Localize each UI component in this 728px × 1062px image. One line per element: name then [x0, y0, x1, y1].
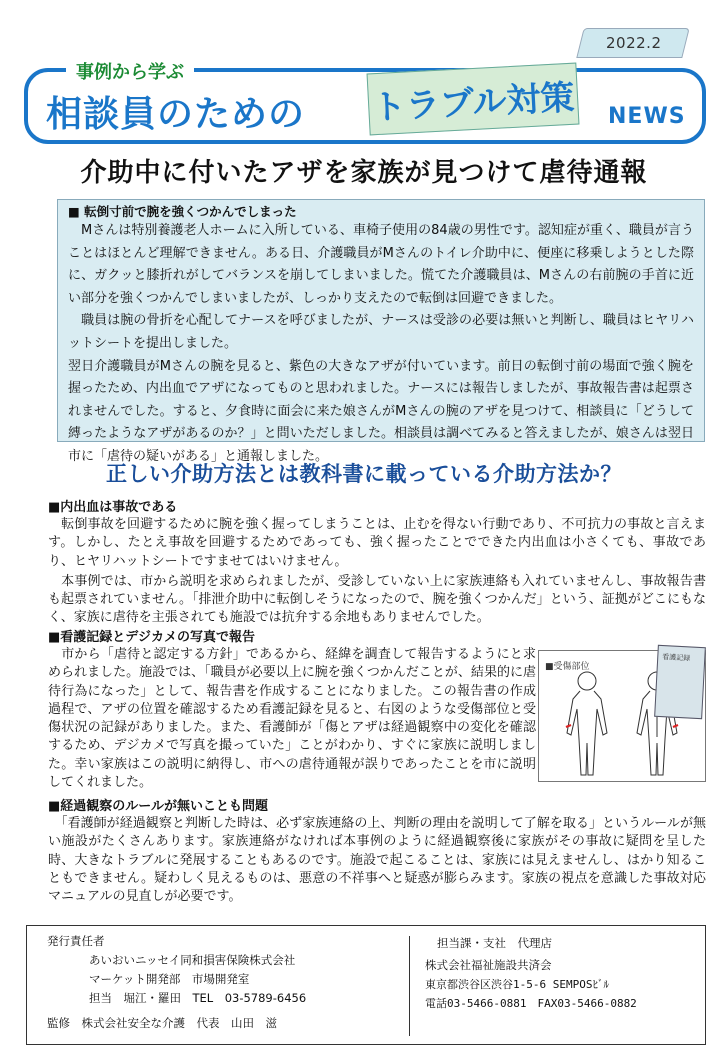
injury-mark-back	[673, 725, 678, 727]
news-label: NEWS	[608, 104, 686, 129]
injury-mark-front	[566, 725, 571, 727]
publisher-department: マーケット開発部 市場開発室	[89, 972, 250, 986]
agent-label: 担当課・支社 代理店	[437, 936, 552, 950]
trouble-badge	[367, 63, 580, 136]
section-3	[48, 798, 706, 906]
case-box	[57, 199, 705, 464]
section-1-paragraph-1: 転倒事故を回避するために腕を強く握ってしまうことは、止むを得ない行動であり、不可抗力の事故と言えます。しかし、たとえ事故を回避するためであっても、強く握ったことでできた内出血は小さくても、事故であり、ヒヤリハットシートですませてはいけません。	[48, 517, 706, 569]
supervisor: 監修 株式会社安全な介護 代表 山田 滋	[47, 1016, 277, 1030]
section-3-paragraph-1: 「看護師が経過観察と判断した時は、必ず家族連絡の上、判断の理由を説明して了解を取る」というルールが無い施設がたくさんあります。家族連絡がなければ本事例のように経過観察後に家族がその事故に疑問を呈した時、大きなトラブルに発展することもあるのです。施設で起こることは、家族には見えませんし、はかり知ることもできません。疑わしく見えるものは、悪意の不祥事へと疑惑が膨らみます。家族の視点を意識した事故対応マニュアルの見直しが必要です。	[48, 816, 706, 905]
case-paragraph-2: 職員は腕の骨折を心配してナースを呼びましたが、ナースは受診の必要は無いと判断し、職員はヒヤリハットシートを提出しました。	[68, 313, 694, 351]
case-title: ■ 転倒寸前で腕を強くつかんでしまった	[68, 204, 297, 219]
section-2	[48, 629, 536, 792]
agent-address: 東京都渋谷区渋谷1-5-6 SEMPOSﾋﾞﾙ	[425, 978, 609, 991]
footer-divider	[409, 936, 410, 1036]
issue-date: 2022.2	[606, 34, 662, 52]
headline: 介助中に付いたアザを家族が見つけて虐待通報	[80, 158, 648, 188]
case-paragraph-1: Mさんは特別養護老人ホームに入所している、車椅子使用の84歳の男性です。認知症が重く、職員が言うことはほとんど理解できません。ある日、介護職員がMさんのトイレ介助中に、便座に移乗しようとした際に、ガクッと膝折れがしてバランスを崩してしまいました。慌てた介護職員は、Mさんの右前腕の手首に近い部分を強くつかんでしまいましたが、しっかり支えたので転倒は回避できました。	[68, 223, 694, 306]
section-3-title: ■経過観察のルールが無いことも問題	[48, 799, 269, 814]
section-1-title: ■内出血は事故である	[48, 500, 178, 515]
publisher-label: 発行責任者	[47, 934, 105, 948]
trouble-badge-text: トラブル対策	[370, 77, 576, 128]
publisher-contact: 担当 堀江・羅田 TEL 03-5789-6456	[89, 991, 307, 1005]
nursing-record-card-label: 看護記録	[662, 653, 691, 663]
case-paragraph-3: 翌日介護職員がMさんの腕を見ると、紫色の大きなアザが付いています。前日の転倒寸前の場面で強く腕を握ったため、内出血でアザになってものと思われました。ナースには報告しましたが、事故報告書は起票されませんでした。すると、夕食時に面会に来た娘さんがMさんの腕のアザを見つけて、相談員に「どうして縛ったようなアザがあるのか？」と問いただしました。相談員は調べてみると答えましたが、娘さんは翌日市に「虐待の疑いがある」と通報しました。	[68, 358, 694, 464]
agent-phone: 電話03-5466-0881 FAX03-5466-0882	[425, 997, 637, 1010]
injury-diagram-label: ■受傷部位	[545, 662, 590, 672]
section-heading: 正しい介助方法とは教科書に載っている介助方法か？	[106, 462, 622, 486]
footer	[26, 925, 706, 1045]
header-subtitle: 事例から学ぶ	[66, 58, 194, 84]
section-1	[48, 499, 706, 628]
agent-company: 株式会社福祉施設共済会	[425, 958, 552, 972]
publisher-company: あいおいニッセイ同和損害保険株式会社	[89, 953, 296, 967]
header-title: 相談員のための	[46, 94, 306, 135]
section-2-paragraph-1: 市から「虐待と認定する方針」であるから、経緯を調査して報告するようにと求められました。施設では、「職員が必要以上に腕を強くつかんだことが、結果的に虐待行為になった」として、報告書を作成することになりました。この報告書の作成過程で、アザの位置を確認するため看護記録を見ると、右図のような受傷部位と受傷状況の記録がありました。また、看護師が「傷とアザは経過観察中の変化を確認するため、デジカメで写真を撮っていた」ことがわかり、すぐに家族に説明しました。幸い家族はこの説明に納得し、市への虐待通報が誤りであったことを市に説明してくれました。	[48, 647, 536, 791]
section-1-paragraph-2: 本事例では、市から説明を求められましたが、受診していない上に家族連絡も入れていませんし、事故報告書も起票されていません。「排泄介助中に転倒しそうになったので、腕を強くつかんだ」という、証拠がどこにもなく、家族に虐待を主張されても施設では抗弁する余地もありませんでした。	[48, 573, 706, 626]
nursing-record-card	[654, 645, 706, 719]
section-2-title: ■看護記録とデジカメの写真で報告	[48, 630, 256, 645]
